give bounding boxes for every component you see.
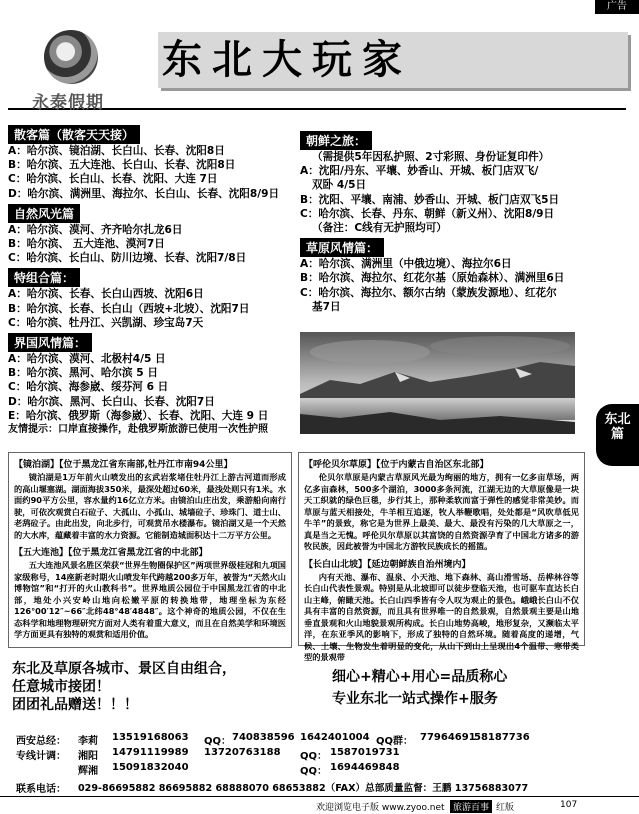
footer <box>0 796 639 814</box>
route-line: D：哈尔滨、满洲里、海拉尔、长白山、长春、沈阳8/9日 <box>8 187 280 200</box>
route-line: B：哈尔滨、 五大连池、漠河7日 <box>8 238 165 251</box>
route-line: 基7日 <box>312 300 341 313</box>
tip-note: 友情提示：口岸直接操作，赴俄罗斯旅游已使用一次性护照 <box>8 424 268 436</box>
route-group-combo <box>8 267 296 330</box>
info-heading: 【长白山北坡】【延边朝鲜族自治州境内】 <box>304 559 471 570</box>
route-line: B：哈尔滨、黑河、哈尔滨 5 日 <box>8 367 158 380</box>
contact-row-phones <box>8 780 628 795</box>
footer-edition: 红版 <box>496 803 515 813</box>
side-tab-line: 东北 <box>604 412 631 427</box>
header <box>8 14 626 113</box>
qq-group: 77964691 <box>420 732 476 743</box>
section-label: 散客篇（散客天天接） <box>8 125 140 144</box>
contact-phone: 15091832040 <box>112 762 189 773</box>
contact-phones: 029-86695882 86695882 68888070 68653882（FAX）总部质量监督：王鹏 13756883077 <box>78 783 529 794</box>
route-line: （备注：C线有无护照均可） <box>312 222 447 235</box>
route-line: A：哈尔滨、长春、长白山西坡、沈阳6日 <box>8 288 204 301</box>
route-line: A：哈尔滨、漠河、北极村4/5 日 <box>8 353 166 366</box>
route-group-sanke <box>8 124 296 201</box>
info-paragraph: 镜泊湖是1万年前火山喷发出的玄武岩浆堵住牡丹江上游古河道而形成的高山堰塞湖。湖面海拔350米，最深处超过60米，最浅处则只有1米。水面约90平方公里，容水量约16亿立方米。由镜泊山庄出发，乘游船向南行驶，可依次观赏白石砬子、大孤山、小孤山、城墙砬子、珍珠门、道士山、老鸹砬子。由此出发，向北步行，可观赏吊水楼瀑布。镜泊湖又是一个天然的大水库，蕴藏着丰富的水力资源。它能制造城面积达十二万平方公里。 <box>14 472 286 540</box>
info-box-right <box>298 452 585 662</box>
route-line: B：哈尔滨、长春、长白山（西坡+北坡）、沈阳7日 <box>8 302 250 315</box>
info-paragraph: 伦贝尔草原是内蒙古草原风光最为绚丽的地方，拥有一亿多亩草场，两亿多亩森林，500多个湖泊，3000多条河流，江湖无边的大草原像是一块天工织就的绿色巨毯，步行其上，那种柔软而富于弹性的感觉非常美妙。而草原与蓝天相接处，牛羊相互追逐，牧人举鞭歌唱，处处都是“风吹草低见牛羊”的景致，称它是为世界上最美、最大、最没有污染的几大草原之一，真是当之无愧。呼伦贝尔草原以其富饶的自然资源孕育了中国北方诸多的游牧民族，因此被誉为中国北方游牧民族成长的摇篮。 <box>304 472 579 551</box>
route-line: C：哈尔滨、长白山、长春、沈阳、大连 7日 <box>8 173 218 186</box>
route-group-grassland <box>300 237 590 314</box>
contact-qq: 740838596 <box>232 732 295 743</box>
contact-label: 联系电话： <box>16 784 66 795</box>
info-paragraph: 内有天池、瀑布、温泉、小天池、地下森林、高山滑雪场、岳桦林谷等长白山代表性景观。特别是从北坡即可以徒步登临天池，也可驱车直达长白山主峰，俯瞰天池。长白山四季皆有令人叹为观止的景色。峨峨长白山不仅具有丰富的自然资源，而且具有世界唯一的自然景观，自然景观主要是山地垂直景观和火山地貌景观所构成。长白山地势高峻，地形复杂，又濒临太平洋，在东亚季风的影响下，形成了独特的自然环境。随着高度的递增，气候、土壤、生物发生着明显的变化，从山下到山上呈现出4个温带、寒带类型的景观带 <box>304 571 579 662</box>
route-line: C：哈尔滨、长春、丹东、朝鲜（新义州）、沈阳8/9日 <box>300 207 555 220</box>
footer-badge: 旅游百事 <box>450 800 492 813</box>
contact-phone: 13720763188 <box>204 747 281 758</box>
info-heading: 【五大连池】【位于黑龙江省黑龙江省的中北部】 <box>14 548 208 558</box>
promo-line: 任意城市接团！ <box>12 679 110 695</box>
info-paragraph: 五大连池风景名胜区荣获“世界生物圈保护区”两项世界级桂冠和九项国家级称号，14座新老时期火山喷发年代跨越200多万年，被誉为“天然火山博物馆”和“打开的火山教科书”。世界地质公园位于中国黑龙江省的中北部，地处小兴安岭山地向松嫩平原的转换地带，地理坐标为东经126°00′12″~66″北纬48°48′4848″。这个神奇的地质公园，不仅在生态科学和地理物理研究方面对人类有着重大意义，而且在自然美学和环境医学方面更具有独特的观赏和适用价值。 <box>14 560 286 639</box>
route-line: B：哈尔滨、五大连池、长白山、长春、沈阳8日 <box>8 159 236 172</box>
section-label: 界国风情篇： <box>8 333 92 352</box>
ad-tag: 广告 <box>595 0 639 14</box>
title-banner <box>158 32 628 88</box>
page-number: 107 <box>560 800 578 810</box>
left-route-column <box>8 124 296 439</box>
contact-row-xian <box>8 732 628 747</box>
footer-browse: 欢迎浏览电子版 www.zyoo.net <box>316 803 445 813</box>
route-line: C：哈尔滨、牡丹江、兴凯湖、珍宝岛7天 <box>8 316 204 329</box>
route-group-korea <box>300 130 590 235</box>
route-line: A：哈尔滨、镜泊湖、长白山、长春、沈阳8日 <box>8 145 225 157</box>
contact-label: 西安总经： <box>16 736 66 747</box>
info-box-left <box>8 452 292 648</box>
contact-row-agent1 <box>8 747 628 762</box>
page-title: 东北大玩家 <box>162 36 412 83</box>
route-line: A：哈尔滨、漠河、齐齐哈尔扎龙6日 <box>8 223 183 236</box>
contact-qq: 1642401004 <box>300 732 370 743</box>
route-line: B：哈尔滨、海拉尔、红花尔基（原始森林）、满洲里6日 <box>300 272 565 285</box>
brand-logo-icon <box>44 30 98 84</box>
route-line: B：沈阳、平壤、南浦、妙香山、开城、板门店双飞5日 <box>300 193 560 206</box>
route-line: C：哈尔滨、海拉尔、额尔古纳（蒙族发源地）、红花尔 <box>300 286 557 299</box>
route-group-border <box>8 332 296 437</box>
section-label: 草原风情篇： <box>300 238 384 257</box>
route-line: （需提供5年因私护照、2寸彩照、身份证复印件） <box>312 151 550 163</box>
route-line: C：哈尔滨、海参崴、绥芬河 6 日 <box>8 381 169 394</box>
contact-name: 湘阳 <box>78 751 98 762</box>
promo-line: 东北及草原各城市、景区自由组合， <box>12 661 236 677</box>
info-heading: 【镜泊湖】【位于黑龙江省东南部,牡丹江市南94公里】 <box>14 460 233 470</box>
contact-block <box>8 732 628 795</box>
promo-right <box>332 666 612 710</box>
contact-qq: 1694469848 <box>330 762 400 773</box>
brand-name: 永泰假期 <box>32 93 104 113</box>
qq-label: QQ： <box>204 736 232 747</box>
route-line: C：哈尔滨、长白山、防川边境、长春、沈阳7/8日 <box>8 252 247 265</box>
route-line: 双卧 4/5日 <box>312 179 367 192</box>
qq-group: 58187736 <box>474 732 530 743</box>
route-line: D：哈尔滨、黑河、长白山、长春、沈阳7日 <box>8 395 215 408</box>
mountain-lake-image <box>300 332 575 434</box>
contact-qq: 1587019731 <box>330 747 400 758</box>
route-line: A：沈阳/丹东、平壤、妙香山、开城、板门店双飞/ <box>300 165 539 178</box>
route-group-nature <box>8 203 296 266</box>
qq-label: QQ： <box>300 751 328 762</box>
landscape-photo <box>300 332 575 434</box>
contact-name: 李莉 <box>78 736 98 747</box>
qq-label: QQ： <box>300 766 328 777</box>
section-label: 特组合篇： <box>8 268 80 287</box>
info-heading: 【呼伦贝尔草原】【位于内蒙古自治区东北部】 <box>304 460 489 470</box>
promo-line: 细心+精心+用心=品质称心 <box>332 669 508 685</box>
contact-name: 辉湘 <box>78 766 98 777</box>
section-label: 朝鲜之旅： <box>300 131 372 150</box>
promo-line: 团团礼品赠送！！！ <box>12 697 138 713</box>
northeast-section-tab <box>596 404 639 466</box>
contact-phone: 14791119989 <box>112 747 189 758</box>
route-line: A：哈尔滨、满洲里（中俄边境）、海拉尔6日 <box>300 258 512 271</box>
route-line: E：哈尔滨、俄罗斯（海参崴）、长春、沈阳、大连 9 日 <box>8 409 269 422</box>
section-label: 自然风光篇 <box>8 204 80 223</box>
promo-line: 专业东北一站式操作+服务 <box>332 691 498 707</box>
side-tab-line: 篇 <box>610 427 624 442</box>
qq-group-label: QQ群： <box>376 736 414 747</box>
right-route-column <box>300 130 590 316</box>
promo-left <box>12 660 292 714</box>
contact-phone: 13519168063 <box>112 732 189 743</box>
contact-row-agent2 <box>8 762 628 777</box>
contact-label: 专线计调： <box>16 751 66 762</box>
